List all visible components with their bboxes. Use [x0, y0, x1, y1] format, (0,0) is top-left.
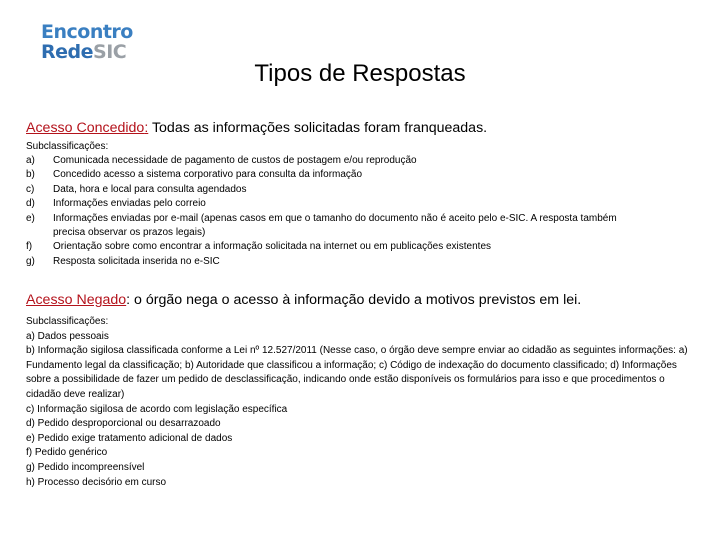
list-text: Comunicada necessidade de pagamento de custos de postagem e/ou reprodução: [53, 155, 417, 166]
section2-subclass-label: Subclassificações:: [26, 316, 109, 327]
list-item: b) Informação sigilosa classificada conforme a Lei nº 12.527/2011 (Nesse caso, o órgão deve sempre enviar ao cidadão as seguintes informações: a) Fundamento legal da classificação; b) Autoridade que classificou a informação; c) Código de indexação do documento classificado; d) Informações sobre a possibilidade de fazer um pedido de desclassificação, indicando onde estão disponíveis os formulários para isso e que procedimentos o cidadão deve realizar): [26, 345, 688, 400]
section1-subclass-label: Subclassificações:: [26, 141, 109, 152]
list-text: Orientação sobre como encontrar a informação solicitada na internet ou em publicações existentes: [53, 241, 492, 253]
list-text: Resposta solicitada inserida no e-SIC: [53, 255, 220, 267]
list-text: Informações enviadas por e-mail (apenas casos em que o tamanho do documento não é aceito pelo e-SIC. A resposta também precisa observar os prazos legais): [53, 212, 617, 239]
list-item: f) Pedido genérico: [26, 447, 108, 459]
list-text: Informações enviadas pelo correio: [53, 198, 206, 210]
list-letter: d): [26, 198, 35, 210]
list-item: [26, 240, 623, 254]
encontro-redesic-logo: [41, 22, 133, 62]
list-letter: g): [26, 255, 35, 267]
section1-list: [26, 154, 623, 269]
acesso-negado-text: : o órgão nega o acesso à informação devido a motivos previstos em lei.: [126, 292, 582, 308]
list-item: d) Pedido desproporcional ou desarrazoado: [26, 418, 221, 430]
logo-rede: Rede: [41, 41, 94, 63]
page-title: [0, 60, 720, 88]
list-item: [26, 183, 623, 197]
list-letter: c): [26, 183, 35, 195]
logo-sic: SIC: [93, 41, 127, 63]
logo-line-2: [41, 42, 133, 62]
acesso-concedido-colon: :: [144, 120, 149, 136]
list-letter: a): [26, 155, 35, 166]
list-item: [26, 212, 623, 241]
list-item: g) Pedido incompreensível: [26, 461, 145, 473]
list-item: e) Pedido exige tratamento adicional de dados: [26, 432, 233, 444]
list-item: [26, 154, 623, 168]
list-item: h) Processo decisório em curso: [26, 476, 167, 488]
list-item: c) Informação sigilosa de acordo com legislação específica: [26, 403, 288, 415]
section2-list: [26, 315, 696, 490]
list-item: [26, 255, 623, 269]
acesso-negado-label: Acesso Negado: [26, 292, 127, 308]
section-acesso-concedido-heading: [26, 120, 487, 136]
list-text: Concedido acesso a sistema corporativo para consulta da informação: [53, 169, 363, 181]
list-text: Data, hora e local para consulta agendados: [53, 183, 247, 195]
list-item: [26, 197, 623, 211]
list-letter: b): [26, 169, 35, 181]
list-item: [26, 168, 623, 182]
section-acesso-negado-heading: [26, 292, 581, 308]
page-title-text: Tipos de Respostas: [254, 60, 466, 87]
acesso-concedido-label: Acesso Concedido: [26, 120, 145, 136]
list-letter: f): [26, 241, 33, 253]
list-item: a) Dados pessoais: [26, 330, 109, 342]
acesso-concedido-text: Todas as informações solicitadas foram franqueadas.: [148, 120, 488, 136]
logo-line-1: Encontro: [41, 21, 133, 43]
list-letter: e): [26, 212, 35, 224]
